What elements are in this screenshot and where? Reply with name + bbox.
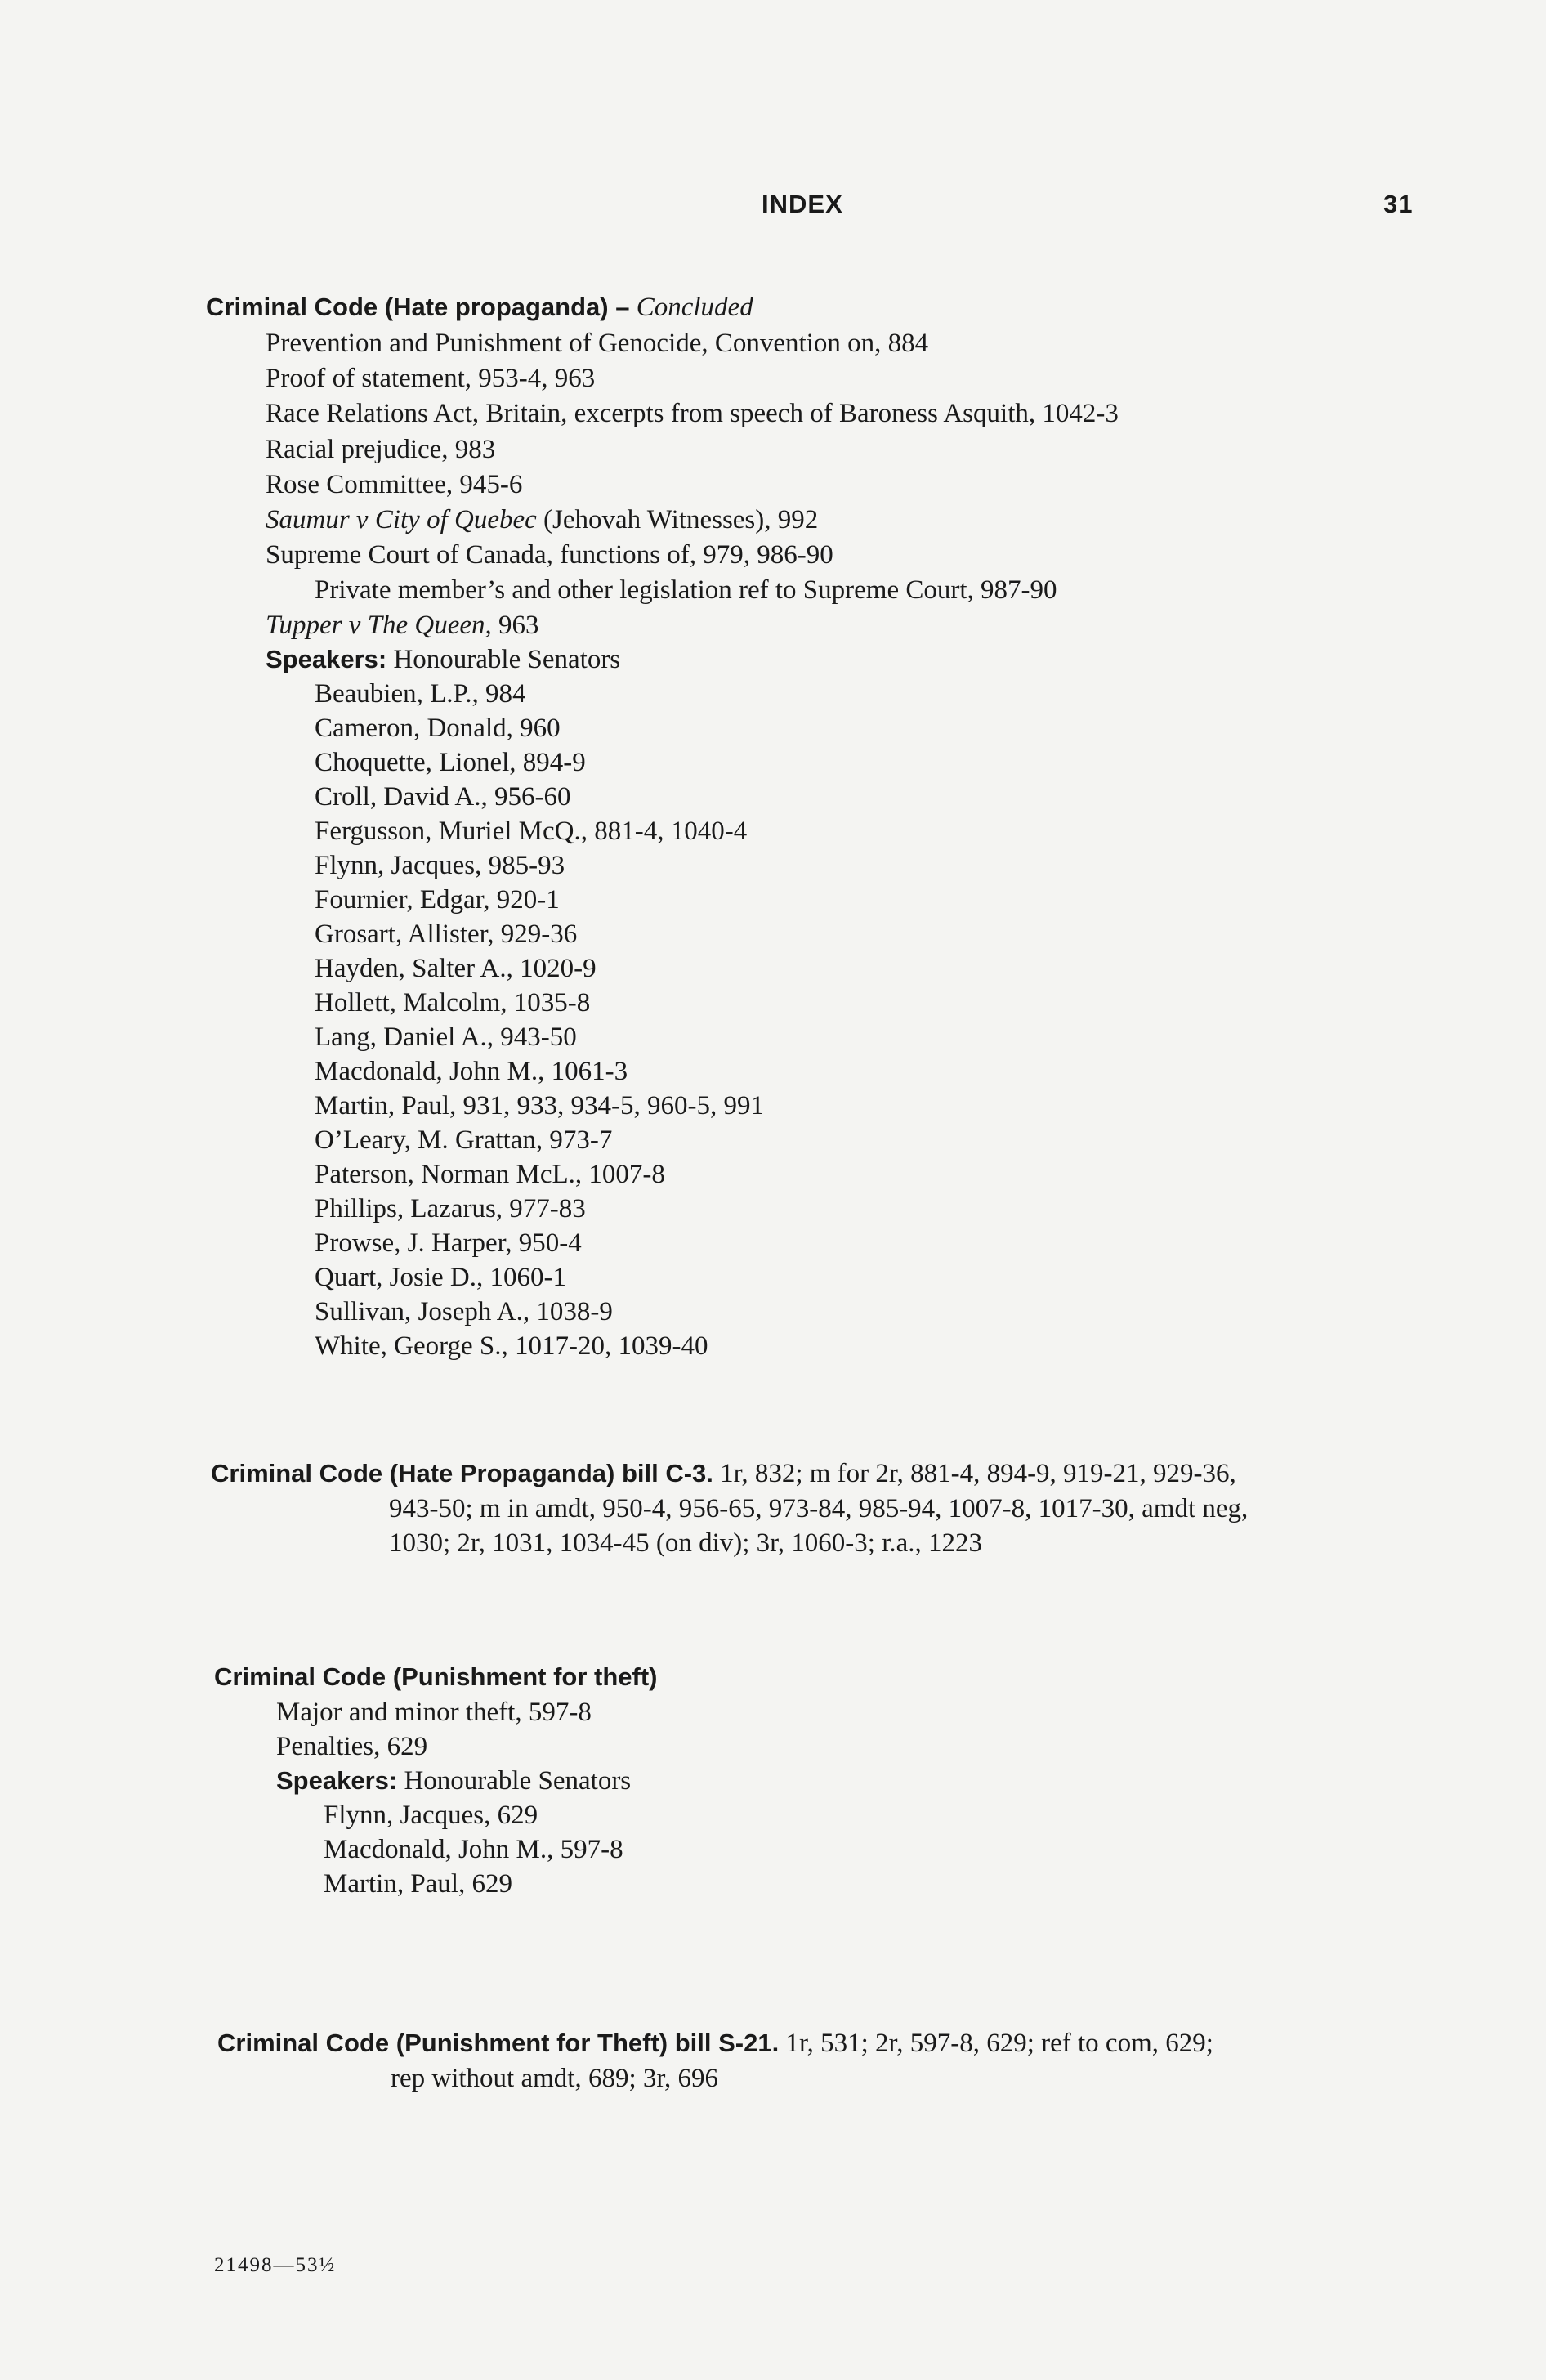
heading-note: Concluded — [636, 293, 753, 322]
speaker-entry: O’Leary, M. Grattan, 973-7 — [315, 1125, 613, 1155]
index-entry: Race Relations Act, Britain, excerpts from speech of Baroness Asquith, 1042-3 — [266, 399, 1119, 428]
heading-text: Criminal Code (Punishment for theft) — [214, 1662, 658, 1691]
index-entry: Prevention and Punishment of Genocide, Convention on, 884 — [266, 329, 929, 358]
continuation-line: rep without amdt, 689; 3r, 696 — [391, 2064, 719, 2093]
print-code: 21498—53½ — [214, 2254, 337, 2276]
speaker-entry: Quart, Josie D., 1060-1 — [315, 1263, 566, 1292]
heading-line-text: 1r, 832; m for 2r, 881-4, 894-9, 919-21, 929-36, — [720, 1459, 1236, 1488]
index-entry: Penalties, 629 — [276, 1732, 428, 1761]
section-heading-line — [217, 2027, 1213, 2060]
speakers-rest: Honourable Senators — [386, 645, 621, 674]
speaker-entry: Prowse, J. Harper, 950-4 — [315, 1228, 582, 1258]
speaker-entry: White, George S., 1017-20, 1039-40 — [315, 1331, 708, 1361]
speaker-entry: Flynn, Jacques, 629 — [324, 1801, 538, 1830]
heading-text: Criminal Code (Hate Propaganda) bill C-3. — [211, 1459, 713, 1488]
page-number: 31 — [1383, 190, 1414, 218]
speaker-entry: Grosart, Allister, 929-36 — [315, 919, 578, 949]
speaker-entry: Cameron, Donald, 960 — [315, 714, 561, 743]
index-entry: Rose Committee, 945-6 — [266, 470, 523, 499]
speakers-label: Speakers: — [276, 1766, 398, 1795]
speakers-rest: Honourable Senators — [397, 1766, 632, 1796]
speaker-entry: Flynn, Jacques, 985-93 — [315, 851, 565, 880]
index-entry: Supreme Court of Canada, functions of, 979, 986-90 — [266, 540, 833, 570]
section-heading-line — [211, 1457, 1236, 1490]
case-rest: (Jehovah Witnesses), 992 — [536, 505, 819, 535]
index-entry-case — [266, 503, 818, 536]
speaker-entry: Fournier, Edgar, 920-1 — [315, 885, 560, 915]
index-entry: Proof of statement, 953-4, 963 — [266, 364, 596, 393]
speaker-entry: Lang, Daniel A., 943-50 — [315, 1022, 577, 1052]
speaker-entry: Hollett, Malcolm, 1035-8 — [315, 988, 591, 1018]
speakers-label: Speakers: — [266, 645, 387, 673]
speaker-entry: Sullivan, Joseph A., 1038-9 — [315, 1297, 613, 1326]
page-title: INDEX — [762, 190, 843, 218]
index-entry: Major and minor theft, 597-8 — [276, 1698, 592, 1727]
heading-line-text: 1r, 531; 2r, 597-8, 629; ref to com, 629; — [785, 2029, 1213, 2058]
speaker-entry: Fergusson, Muriel McQ., 881-4, 1040-4 — [315, 816, 748, 846]
heading-text: Criminal Code (Hate propaganda) – — [206, 293, 630, 321]
section-heading — [206, 291, 753, 324]
continuation-line: 1030; 2r, 1031, 1034-45 (on div); 3r, 1060-3; r.a., 1223 — [389, 1528, 983, 1558]
speaker-entry: Hayden, Salter A., 1020-9 — [315, 954, 597, 983]
continuation-line: 943-50; m in amdt, 950-4, 956-65, 973-84, 985-94, 1007-8, 1017-30, amdt neg, — [389, 1494, 1249, 1523]
index-entry: Racial prejudice, 983 — [266, 435, 496, 464]
heading-text: Criminal Code (Punishment for Theft) bill S-21. — [217, 2029, 780, 2057]
speaker-entry: Croll, David A., 956-60 — [315, 782, 571, 812]
case-title: Saumur v City of Quebec — [266, 505, 537, 535]
speaker-entry: Martin, Paul, 629 — [324, 1869, 512, 1899]
case-title: Tupper v The Queen, — [266, 611, 492, 640]
section-heading — [214, 1661, 658, 1693]
speakers-heading — [276, 1765, 631, 1797]
speaker-entry: Phillips, Lazarus, 977-83 — [315, 1194, 586, 1224]
speaker-entry: Choquette, Lionel, 894-9 — [315, 748, 586, 777]
speaker-entry: Martin, Paul, 931, 933, 934-5, 960-5, 991 — [315, 1091, 764, 1121]
speaker-entry: Beaubien, L.P., 984 — [315, 679, 526, 709]
index-entry-case — [266, 609, 539, 642]
speakers-heading — [266, 643, 620, 676]
case-rest: 963 — [491, 611, 539, 640]
speaker-entry: Paterson, Norman McL., 1007-8 — [315, 1160, 665, 1189]
index-subentry: Private member’s and other legislation ref to Supreme Court, 987-90 — [315, 575, 1057, 605]
speaker-entry: Macdonald, John M., 1061-3 — [315, 1057, 628, 1086]
speaker-entry: Macdonald, John M., 597-8 — [324, 1835, 623, 1864]
